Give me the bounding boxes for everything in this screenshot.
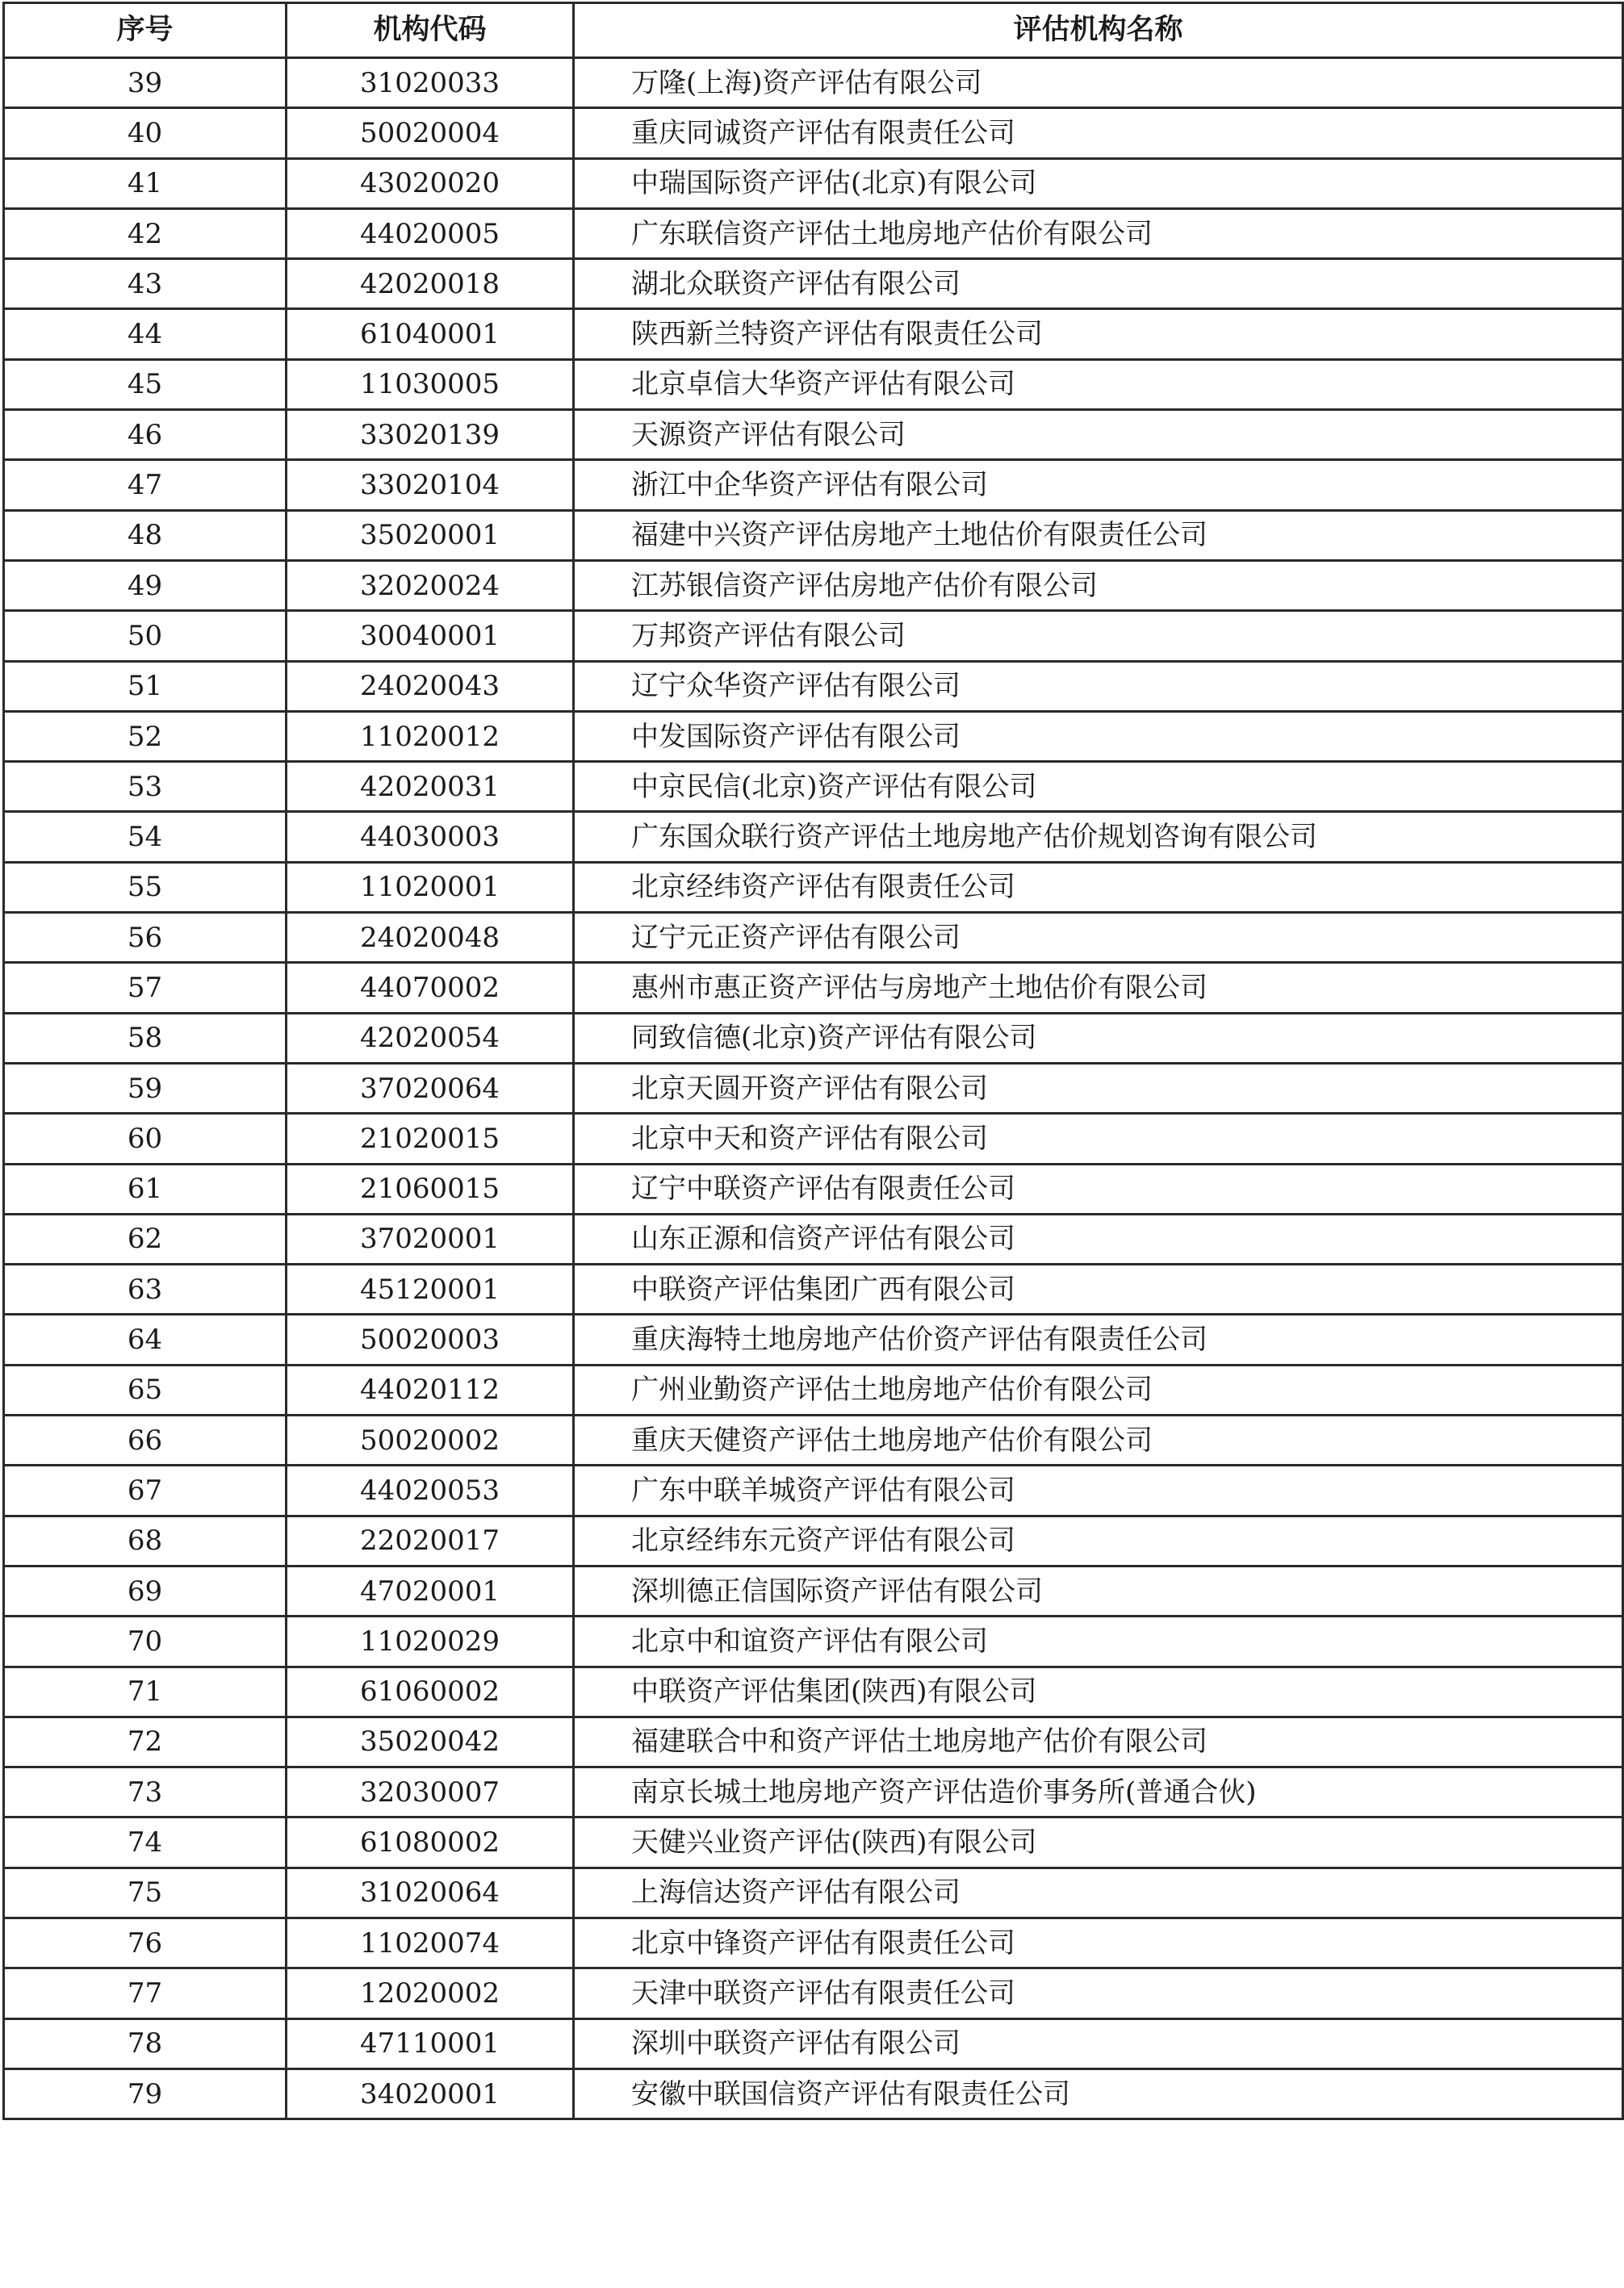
- name-cell: 中联资产评估集团(陕西)有限公司: [574, 1667, 1623, 1717]
- table-row: [4, 1315, 1623, 1365]
- name-cell: 广东中联羊城资产评估有限公司: [574, 1466, 1623, 1516]
- table-row: [4, 158, 1623, 208]
- seq-cell: 71: [4, 1667, 287, 1717]
- seq-cell: 66: [4, 1416, 287, 1466]
- code-cell: 45120001: [287, 1265, 574, 1315]
- seq-cell: 50: [4, 611, 287, 661]
- table-row: [4, 762, 1623, 812]
- name-cell: 重庆同诚资产评估有限责任公司: [574, 108, 1623, 158]
- seq-cell: 47: [4, 460, 287, 510]
- code-cell: 33020104: [287, 460, 574, 510]
- code-cell: 32020024: [287, 560, 574, 610]
- name-cell: 广州业勤资产评估土地房地产估价有限公司: [574, 1365, 1623, 1415]
- seq-cell: 62: [4, 1214, 287, 1264]
- table-row: [4, 611, 1623, 661]
- seq-cell: 45: [4, 359, 287, 409]
- code-cell: 42020018: [287, 259, 574, 309]
- seq-cell: 55: [4, 862, 287, 912]
- code-cell: 44030003: [287, 812, 574, 862]
- table-row: [4, 1767, 1623, 1817]
- code-cell: 61080002: [287, 1817, 574, 1868]
- code-cell: 11020001: [287, 862, 574, 912]
- table-row: [4, 1968, 1623, 2018]
- table-row: [4, 460, 1623, 510]
- seq-cell: 69: [4, 1566, 287, 1616]
- name-cell: 中京民信(北京)资产评估有限公司: [574, 762, 1623, 812]
- table-row: [4, 108, 1623, 158]
- name-cell: 北京天圆开资产评估有限公司: [574, 1063, 1623, 1113]
- code-cell: 21020015: [287, 1114, 574, 1164]
- table-row: [4, 309, 1623, 359]
- name-cell: 江苏银信资产评估房地产估价有限公司: [574, 560, 1623, 610]
- code-cell: 33020139: [287, 410, 574, 460]
- table-body: [4, 58, 1623, 2119]
- name-cell: 安徽中联国信资产评估有限责任公司: [574, 2068, 1623, 2119]
- name-cell: 湖北众联资产评估有限公司: [574, 259, 1623, 309]
- table-row: [4, 1717, 1623, 1767]
- name-cell: 福建中兴资产评估房地产土地估价有限责任公司: [574, 510, 1623, 560]
- seq-cell: 63: [4, 1265, 287, 1315]
- header-row: [4, 3, 1623, 58]
- name-cell: 中瑞国际资产评估(北京)有限公司: [574, 158, 1623, 208]
- name-cell: 辽宁元正资产评估有限公司: [574, 913, 1623, 963]
- name-cell: 北京中锋资产评估有限责任公司: [574, 1918, 1623, 1968]
- table-row: [4, 1265, 1623, 1315]
- seq-cell: 61: [4, 1164, 287, 1214]
- table-row: [4, 1416, 1623, 1466]
- table-row: [4, 1164, 1623, 1214]
- code-cell: 50020002: [287, 1416, 574, 1466]
- code-cell: 11020012: [287, 711, 574, 761]
- name-cell: 浙江中企华资产评估有限公司: [574, 460, 1623, 510]
- seq-cell: 65: [4, 1365, 287, 1415]
- name-cell: 中发国际资产评估有限公司: [574, 711, 1623, 761]
- name-cell: 北京经纬东元资产评估有限公司: [574, 1516, 1623, 1566]
- seq-cell: 42: [4, 208, 287, 258]
- table-row: [4, 2068, 1623, 2119]
- name-cell: 广东联信资产评估土地房地产估价有限公司: [574, 208, 1623, 258]
- table-row: [4, 560, 1623, 610]
- name-cell: 中联资产评估集团广西有限公司: [574, 1265, 1623, 1315]
- table-row: [4, 1667, 1623, 1717]
- code-cell: 44070002: [287, 963, 574, 1013]
- name-cell: 广东国众联行资产评估土地房地产估价规划咨询有限公司: [574, 812, 1623, 862]
- code-cell: 44020112: [287, 1365, 574, 1415]
- code-cell: 11030005: [287, 359, 574, 409]
- table-row: [4, 1617, 1623, 1667]
- table-row: [4, 963, 1623, 1013]
- table-row: [4, 259, 1623, 309]
- code-cell: 37020064: [287, 1063, 574, 1113]
- code-cell: 42020031: [287, 762, 574, 812]
- seq-cell: 68: [4, 1516, 287, 1566]
- table-row: [4, 1918, 1623, 1968]
- name-cell: 重庆天健资产评估土地房地产估价有限公司: [574, 1416, 1623, 1466]
- seq-cell: 78: [4, 2018, 287, 2068]
- name-cell: 北京中和谊资产评估有限公司: [574, 1617, 1623, 1667]
- seq-cell: 40: [4, 108, 287, 158]
- code-cell: 35020001: [287, 510, 574, 560]
- table-row: [4, 812, 1623, 862]
- name-cell: 辽宁中联资产评估有限责任公司: [574, 1164, 1623, 1214]
- code-cell: 44020005: [287, 208, 574, 258]
- name-cell: 深圳中联资产评估有限公司: [574, 2018, 1623, 2068]
- code-cell: 31020064: [287, 1868, 574, 1918]
- seq-cell: 52: [4, 711, 287, 761]
- seq-cell: 64: [4, 1315, 287, 1365]
- code-cell: 47020001: [287, 1566, 574, 1616]
- table-row: [4, 1566, 1623, 1616]
- code-cell: 24020043: [287, 661, 574, 711]
- table-row: [4, 913, 1623, 963]
- name-cell: 万隆(上海)资产评估有限公司: [574, 58, 1623, 108]
- code-cell: 34020001: [287, 2068, 574, 2119]
- code-cell: 44020053: [287, 1466, 574, 1516]
- seq-cell: 51: [4, 661, 287, 711]
- name-cell: 天健兴业资产评估(陕西)有限公司: [574, 1817, 1623, 1868]
- code-cell: 30040001: [287, 611, 574, 661]
- table-row: [4, 359, 1623, 409]
- seq-cell: 79: [4, 2068, 287, 2119]
- table-row: [4, 1817, 1623, 1868]
- table-row: [4, 1365, 1623, 1415]
- table-row: [4, 1063, 1623, 1113]
- table-row: [4, 1214, 1623, 1264]
- table-row: [4, 510, 1623, 560]
- seq-cell: 39: [4, 58, 287, 108]
- seq-cell: 77: [4, 1968, 287, 2018]
- name-cell: 辽宁众华资产评估有限公司: [574, 661, 1623, 711]
- table-row: [4, 1114, 1623, 1164]
- code-cell: 47110001: [287, 2018, 574, 2068]
- name-cell: 北京卓信大华资产评估有限公司: [574, 359, 1623, 409]
- seq-cell: 67: [4, 1466, 287, 1516]
- code-cell: 12020002: [287, 1968, 574, 2018]
- seq-cell: 74: [4, 1817, 287, 1868]
- seq-cell: 70: [4, 1617, 287, 1667]
- header-code: 机构代码: [287, 3, 574, 58]
- name-cell: 山东正源和信资产评估有限公司: [574, 1214, 1623, 1264]
- table-row: [4, 711, 1623, 761]
- name-cell: 天源资产评估有限公司: [574, 410, 1623, 460]
- seq-cell: 48: [4, 510, 287, 560]
- name-cell: 惠州市惠正资产评估与房地产土地估价有限公司: [574, 963, 1623, 1013]
- code-cell: 32030007: [287, 1767, 574, 1817]
- name-cell: 万邦资产评估有限公司: [574, 611, 1623, 661]
- code-cell: 31020033: [287, 58, 574, 108]
- seq-cell: 76: [4, 1918, 287, 1968]
- code-cell: 35020042: [287, 1717, 574, 1767]
- appraisal-institution-table: [2, 2, 1624, 2120]
- code-cell: 50020004: [287, 108, 574, 158]
- name-cell: 深圳德正信国际资产评估有限公司: [574, 1566, 1623, 1616]
- code-cell: 37020001: [287, 1214, 574, 1264]
- table-row: [4, 1013, 1623, 1063]
- table-row: [4, 58, 1623, 108]
- code-cell: 11020029: [287, 1617, 574, 1667]
- code-cell: 50020003: [287, 1315, 574, 1365]
- name-cell: 重庆海特土地房地产估价资产评估有限责任公司: [574, 1315, 1623, 1365]
- code-cell: 43020020: [287, 158, 574, 208]
- name-cell: 北京经纬资产评估有限责任公司: [574, 862, 1623, 912]
- table-row: [4, 1466, 1623, 1516]
- seq-cell: 44: [4, 309, 287, 359]
- table-row: [4, 1516, 1623, 1566]
- code-cell: 11020074: [287, 1918, 574, 1968]
- name-cell: 北京中天和资产评估有限公司: [574, 1114, 1623, 1164]
- code-cell: 61060002: [287, 1667, 574, 1717]
- seq-cell: 57: [4, 963, 287, 1013]
- code-cell: 21060015: [287, 1164, 574, 1214]
- name-cell: 陕西新兰特资产评估有限责任公司: [574, 309, 1623, 359]
- name-cell: 南京长城土地房地产资产评估造价事务所(普通合伙): [574, 1767, 1623, 1817]
- header-name: 评估机构名称: [574, 3, 1623, 58]
- seq-cell: 60: [4, 1114, 287, 1164]
- seq-cell: 72: [4, 1717, 287, 1767]
- table-row: [4, 1868, 1623, 1918]
- seq-cell: 59: [4, 1063, 287, 1113]
- seq-cell: 54: [4, 812, 287, 862]
- name-cell: 同致信德(北京)资产评估有限公司: [574, 1013, 1623, 1063]
- seq-cell: 53: [4, 762, 287, 812]
- name-cell: 上海信达资产评估有限公司: [574, 1868, 1623, 1918]
- header-seq: 序号: [4, 3, 287, 58]
- seq-cell: 49: [4, 560, 287, 610]
- seq-cell: 43: [4, 259, 287, 309]
- code-cell: 24020048: [287, 913, 574, 963]
- seq-cell: 46: [4, 410, 287, 460]
- seq-cell: 75: [4, 1868, 287, 1918]
- seq-cell: 73: [4, 1767, 287, 1817]
- table-header: [4, 3, 1623, 58]
- seq-cell: 41: [4, 158, 287, 208]
- table-row: [4, 410, 1623, 460]
- code-cell: 61040001: [287, 309, 574, 359]
- table-row: [4, 661, 1623, 711]
- name-cell: 天津中联资产评估有限责任公司: [574, 1968, 1623, 2018]
- table-row: [4, 2018, 1623, 2068]
- seq-cell: 58: [4, 1013, 287, 1063]
- table-row: [4, 862, 1623, 912]
- seq-cell: 56: [4, 913, 287, 963]
- code-cell: 42020054: [287, 1013, 574, 1063]
- table-row: [4, 208, 1623, 258]
- code-cell: 22020017: [287, 1516, 574, 1566]
- name-cell: 福建联合中和资产评估土地房地产估价有限公司: [574, 1717, 1623, 1767]
